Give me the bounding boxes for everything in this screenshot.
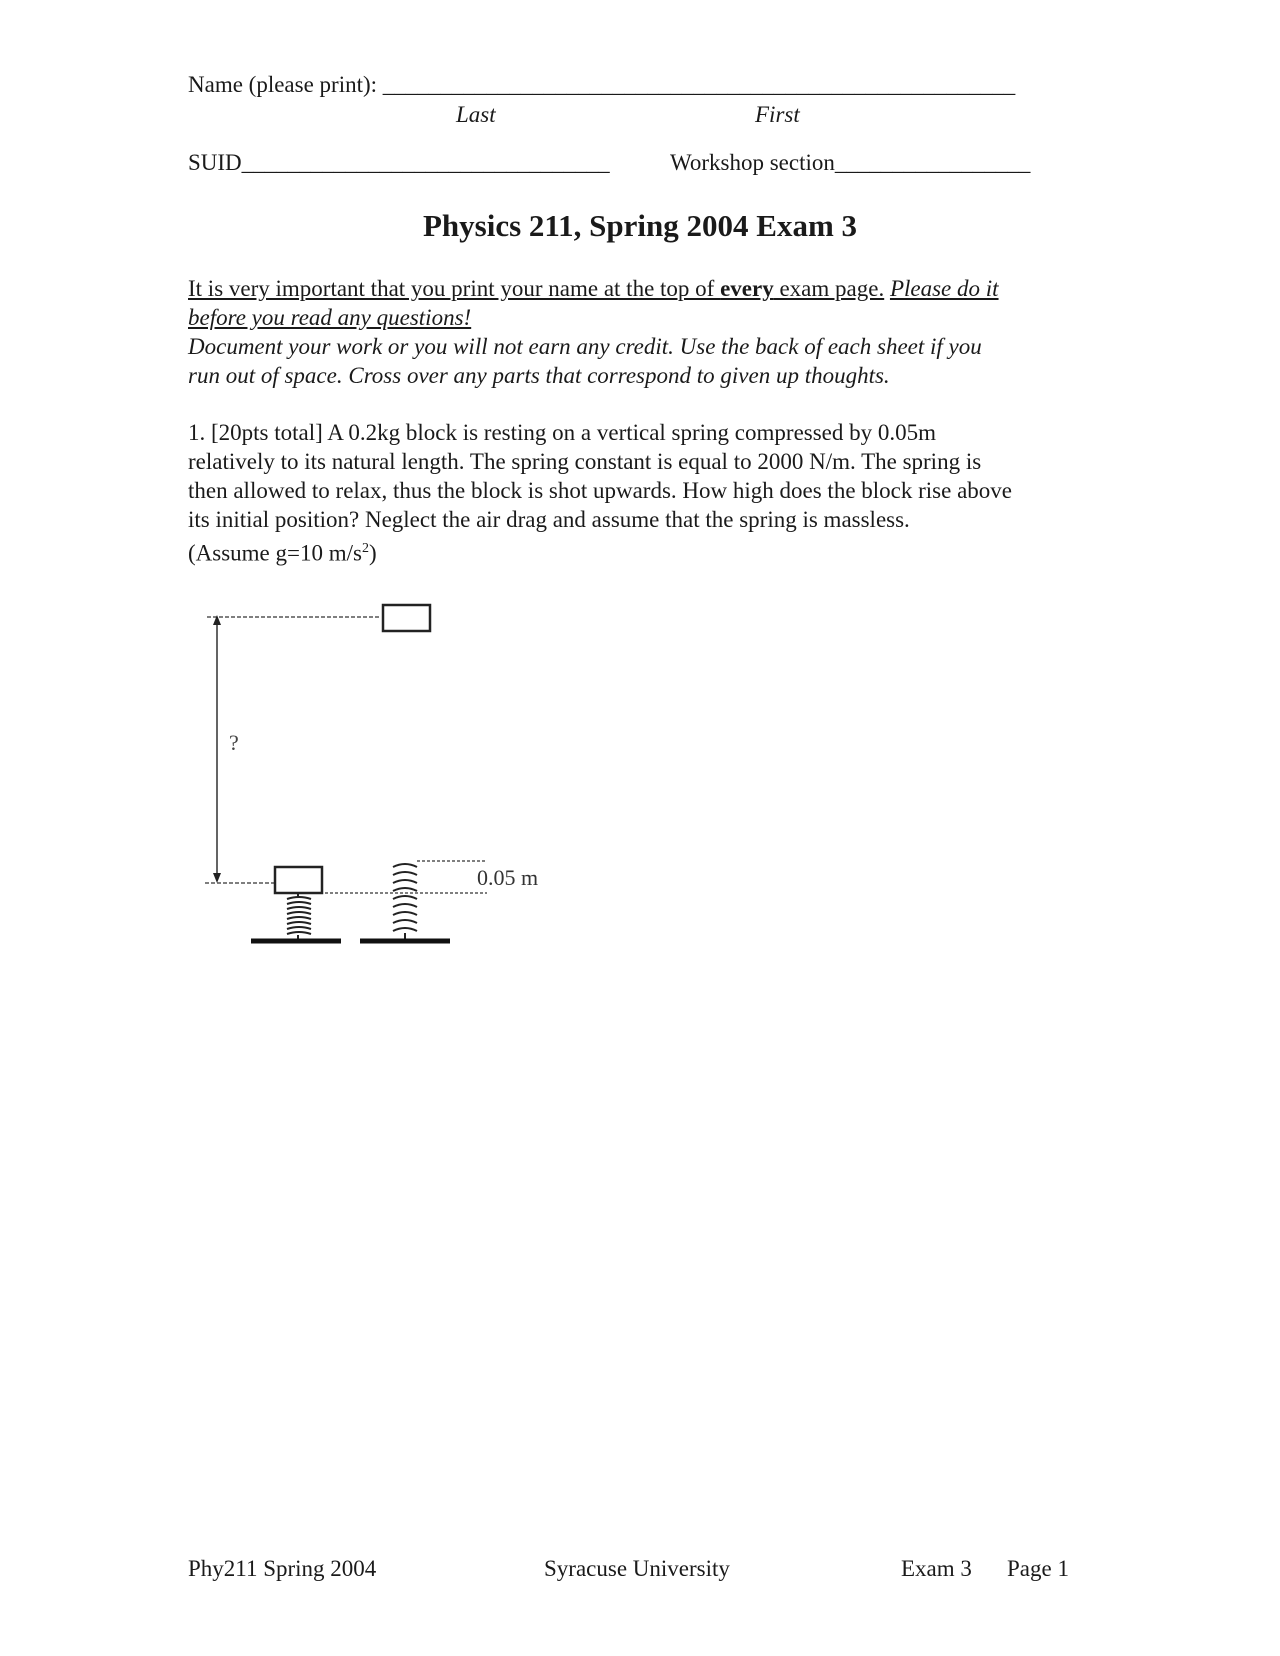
instructions-bold: every bbox=[720, 276, 774, 301]
instructions-text-end: exam page. bbox=[773, 276, 885, 301]
last-label: Last bbox=[456, 102, 496, 127]
assumption-close: ) bbox=[368, 540, 377, 566]
footer-page-number: Page 1 bbox=[1007, 1556, 1069, 1581]
footer-university: Syracuse University bbox=[544, 1556, 730, 1581]
instructions-italic: Please do it bbox=[889, 276, 999, 301]
suid-row bbox=[188, 150, 610, 176]
instructions-line-1 bbox=[188, 274, 999, 303]
first-label: First bbox=[755, 102, 800, 127]
question-1-line-4: its initial position? Neglect the air drag and assume that the spring is massless. bbox=[188, 507, 910, 532]
unknown-height-label: ? bbox=[229, 730, 239, 755]
spring-diagram bbox=[195, 595, 575, 965]
raised-block bbox=[383, 605, 430, 631]
footer-course: Phy211 Spring 2004 bbox=[188, 1556, 377, 1581]
name-label: Name (please print): bbox=[188, 72, 383, 97]
assumption-text: (Assume g=10 m/s bbox=[188, 540, 362, 566]
compressed-block bbox=[275, 867, 322, 893]
workshop-row bbox=[670, 150, 1030, 176]
relaxed-spring bbox=[393, 864, 417, 940]
question-1-line-1: 1. [20pts total] A 0.2kg block is resting on a vertical spring compressed by 0.05m bbox=[188, 420, 937, 445]
instructions-line-3: Document your work or you will not earn any credit. Use the back of each sheet if you bbox=[188, 334, 982, 359]
compressed-spring bbox=[287, 893, 311, 940]
page-title: Physics 211, Spring 2004 Exam 3 bbox=[422, 208, 858, 243]
question-1-line-2: relatively to its natural length. The spring constant is equal to 2000 N/m. The spring is bbox=[188, 449, 982, 474]
workshop-label: Workshop section bbox=[670, 150, 835, 175]
instructions-line-4: run out of space. Cross over any parts that correspond to given up thoughts. bbox=[188, 363, 890, 388]
question-1-line-5 bbox=[188, 534, 377, 568]
instructions-line-2: before you read any questions! bbox=[188, 305, 472, 330]
name-blank: _______________________________________________________ bbox=[382, 72, 1016, 97]
question-1-line-3: then allowed to relax, thus the block is shot upwards. How high does the block rise above bbox=[188, 478, 1013, 503]
height-arrow-bottom bbox=[213, 873, 221, 883]
exponent: 2 bbox=[361, 541, 369, 556]
footer-exam: Exam 3 bbox=[901, 1556, 972, 1581]
suid-blank: ________________________________ bbox=[241, 150, 610, 175]
name-field-row bbox=[188, 72, 1015, 98]
suid-label: SUID bbox=[188, 150, 242, 175]
workshop-blank: _________________ bbox=[834, 150, 1031, 175]
compression-label: 0.05 m bbox=[477, 865, 539, 890]
instructions-text: It is very important that you print your name at the top of bbox=[188, 276, 721, 301]
